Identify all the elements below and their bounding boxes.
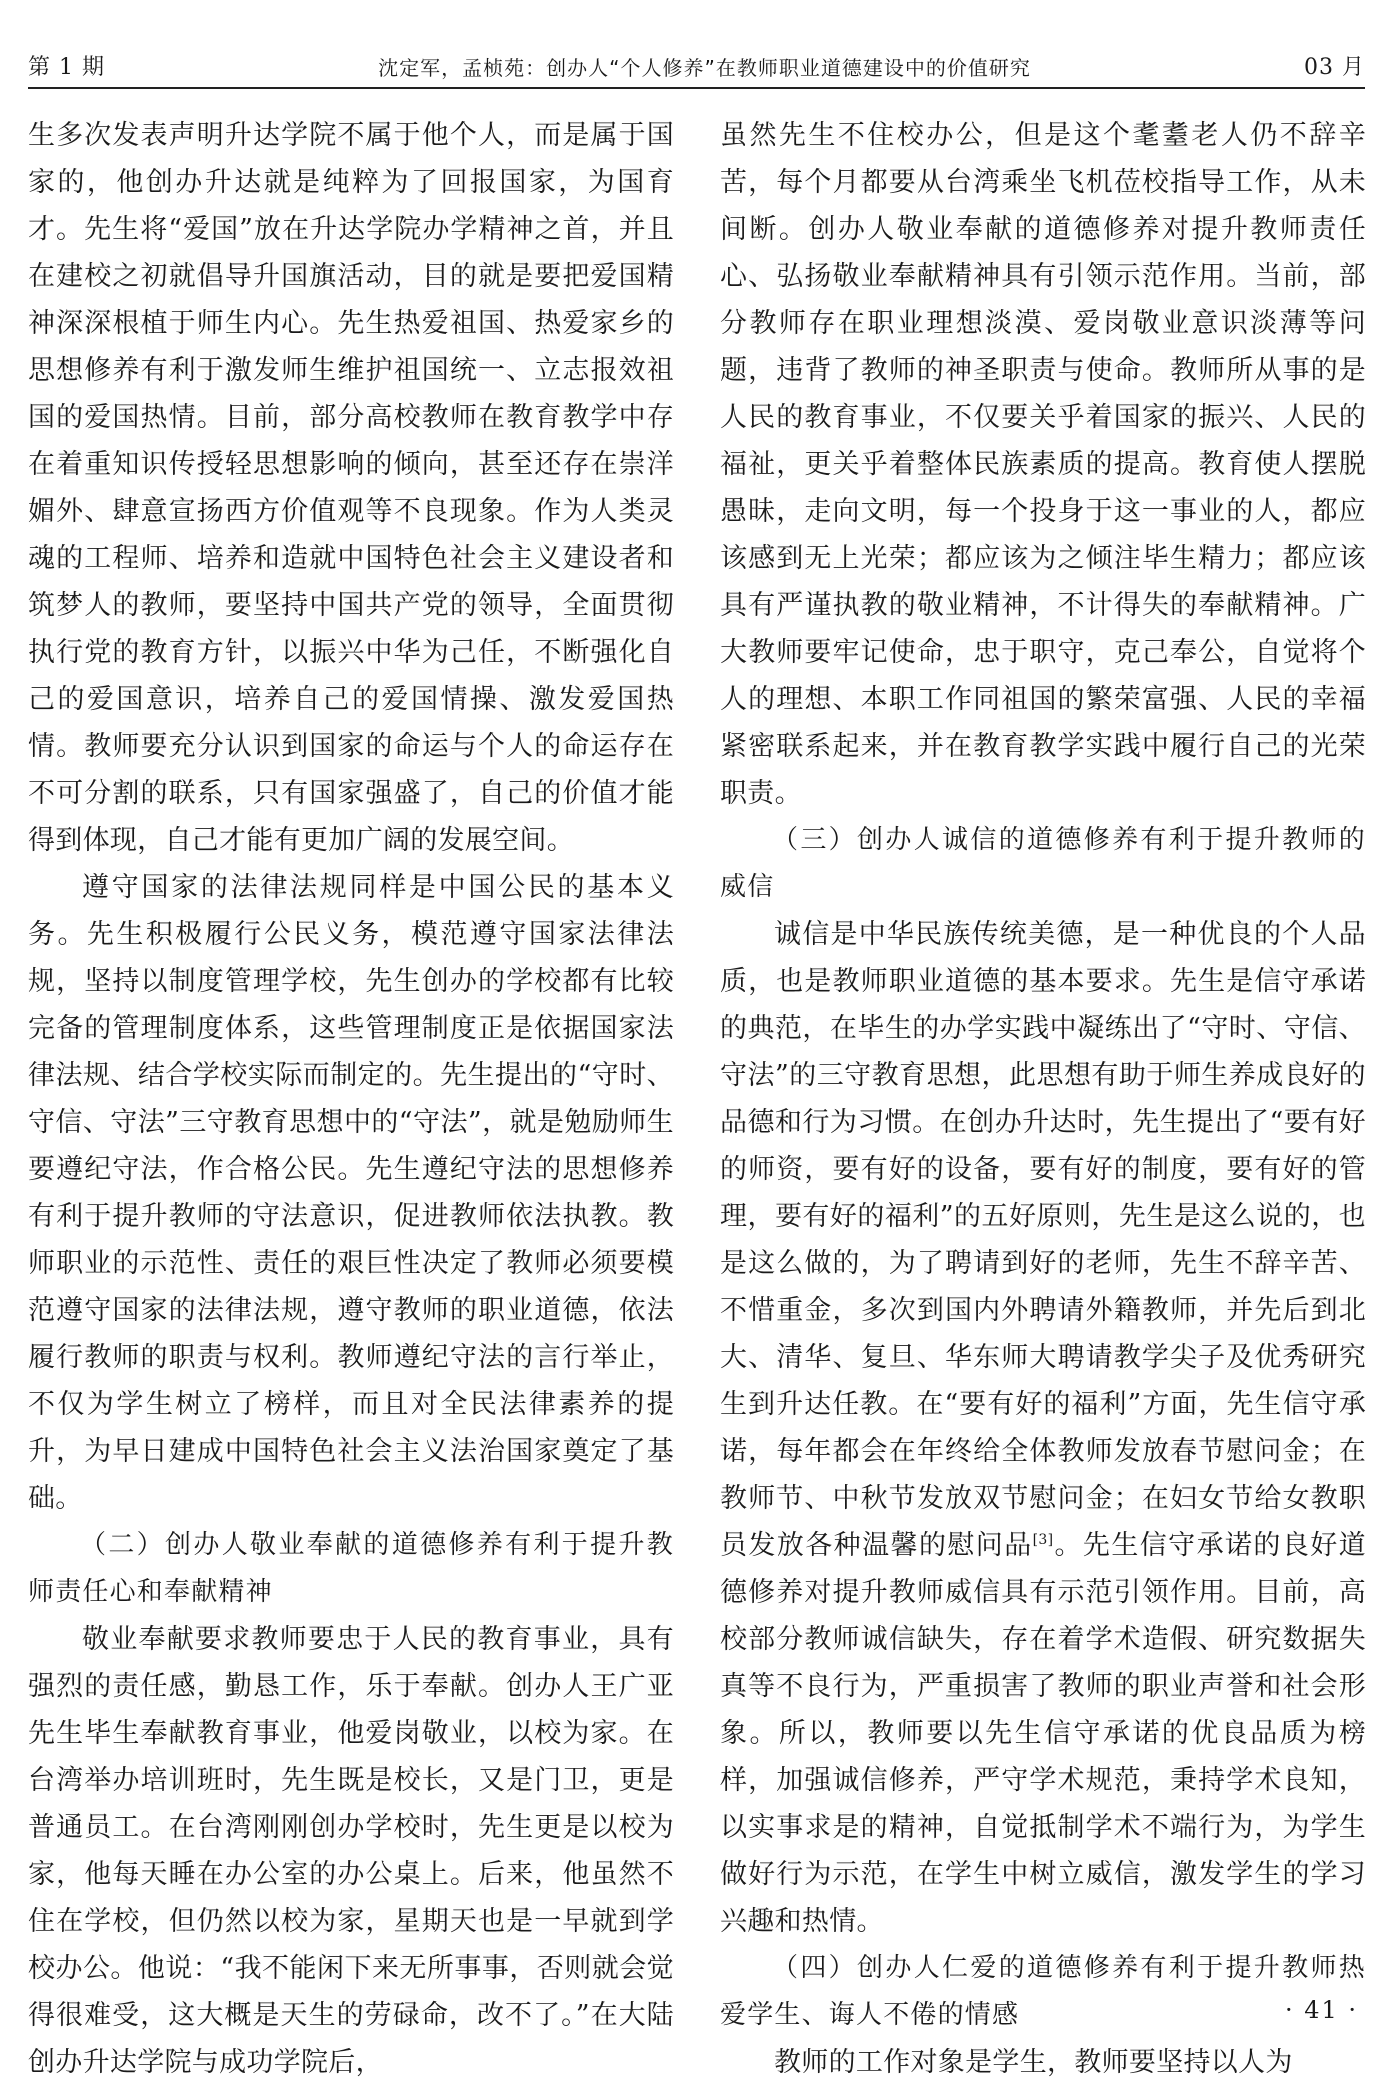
paragraph-text: 诚信是中华民族传统美德，是一种优良的个人品质，也是教师职业道德的基本要求。先生是信守承诺的典范，在毕生的办学实践中凝练出了“守时、守信、守法”的三守教育思想，此思想有助于师生养成良好的品德和行为习惯。在创办升达时，先生提出了“要有好的师资，要有好的设备，要有好的制度，要有好的管理，要有好的福利”的五好原则，先生是这么说的，也是这么做的，为了聘请到好的老师，先生不辞辛苦、不惜重金，多次到国内外聘请外籍教师，并先后到北大、清华、复旦、华东师大聘请教学尖子及优秀研究生到升达任教。在“要有好的福利”方面，先生信守承诺，每年都会在年终给全体教师发放春节慰问金；在教师节、中秋节发放双节慰问金；在妇女节给女教职员发放各种温馨的慰问品 [720, 919, 1366, 1561]
paragraph: 生多次发表声明升达学院不属于他个人，而是属于国家的，他创办升达就是纯粹为了回报国家，为国育才。先生将“爱国”放在升达学院办学精神之首，并且在建校之初就倡导升国旗活动，目的就是要把爱国精神深深根植于师生内心。先生热爱祖国、热爱家乡的思想修养有利于激发师生维护祖国统一、立志报效祖国的爱国热情。目前，部分高校教师在教育教学中存在着重知识传授轻思想影响的倾向，甚至还存在崇洋媚外、肆意宣扬西方价值观等不良现象。作为人类灵魂的工程师、培养和造就中国特色社会主义建设者和筑梦人的教师，要坚持中国共产党的领导，全面贯彻执行党的教育方针，以振兴中华为己任，不断强化自己的爱国意识，培养自己的爱国情操、激发爱国热情。教师要充分认识到国家的命运与个人的命运存在不可分割的联系，只有国家强盛了，自己的价值才能得到体现，自己才能有更加广阔的发展空间。 [28, 120, 674, 856]
page-number: · 41 · [1284, 1996, 1358, 2024]
paragraph: 虽然先生不住校办公，但是这个耄耋老人仍不辞辛苦，每个月都要从台湾乘坐飞机莅校指导工作，从未间断。创办人敬业奉献的道德修养对提升教师责任心、弘扬敬业奉献精神具有引领示范作用。当前，部分教师存在职业理想淡漠、爱岗敬业意识淡薄等问题，违背了教师的神圣职责与使命。教师所从事的是人民的教育事业，不仅要关乎着国家的振兴、人民的福祉，更关乎着整体民族素质的提高。教育使人摆脱愚昧，走向文明，每一个投身于这一事业的人，都应该感到无上光荣；都应该为之倾注毕生精力；都应该具有严谨执教的敬业精神，不计得失的奉献精神。广大教师要牢记使命，忠于职守，克己奉公，自觉将个人的理想、本职工作同祖国的繁荣富强、人民的幸福紧密联系起来，并在教育教学实践中履行自己的光荣职责。 [720, 120, 1366, 809]
issue-month: 03 月 [1304, 55, 1365, 80]
citation-ref[interactable]: [3] [1032, 1532, 1054, 1548]
section-heading: （二）创办人敬业奉献的道德修养有利于提升教师责任心和奉献精神 [28, 1530, 674, 1607]
section-heading: （三）创办人诚信的道德修养有利于提升教师的威信 [720, 825, 1366, 902]
right-column [720, 112, 1366, 2086]
running-header [28, 38, 1365, 82]
paragraph [720, 911, 1366, 1945]
paragraph: 敬业奉献要求教师要忠于人民的教育事业，具有强烈的责任感，勤恳工作，乐于奉献。创办人王广亚先生毕生奉献教育事业，他爱岗敬业，以校为家。在台湾举办培训班时，先生既是校长，又是门卫，更是普通员工。在台湾刚刚创办学校时，先生更是以校为家，他每天睡在办公室的办公桌上。后来，他虽然不住在学校，但仍然以校为家，星期天也是一早就到学校办公。他说：“我不能闲下来无所事事，否则就会觉得很难受，这大概是天生的劳碌命，改不了。”在大陆创办升达学院与成功学院后， [28, 1624, 674, 2078]
left-column [28, 112, 674, 2086]
issue-number: 第 1 期 [28, 55, 105, 80]
header-rule [28, 87, 1365, 89]
running-title: 沈定军，孟桢苑：创办人“个人修养”在教师职业道德建设中的价值研究 [378, 56, 1031, 80]
paragraph-text: 。先生信守承诺的良好道德修养对提升教师威信具有示范引领作用。目前，高校部分教师诚信缺失，存在着学术造假、研究数据失真等不良行为，严重损害了教师的职业声誉和社会形象。所以，教师要以先生信守承诺的优良品质为榜样，加强诚信修养，严守学术规范，秉持学术良知，以实事求是的精神，自觉抵制学术不端行为，为学生做好行为示范，在学生中树立威信，激发学生的学习兴趣和热情。 [720, 1530, 1366, 1937]
paragraph: 遵守国家的法律法规同样是中国公民的基本义务。先生积极履行公民义务，模范遵守国家法律法规，坚持以制度管理学校，先生创办的学校都有比较完备的管理制度体系，这些管理制度正是依据国家法律法规、结合学校实际而制定的。先生提出的“守时、守信、守法”三守教育思想中的“守法”，就是勉励师生要遵纪守法，作合格公民。先生遵纪守法的思想修养有利于提升教师的守法意识，促进教师依法执教。教师职业的示范性、责任的艰巨性决定了教师必须要模范遵守国家的法律法规，遵守教师的职业道德，依法履行教师的职责与权利。教师遵纪守法的言行举止，不仅为学生树立了榜样，而且对全民法律素养的提升，为早日建成中国特色社会主义法治国家奠定了基础。 [28, 872, 674, 1514]
section-heading: （四）创办人仁爱的道德修养有利于提升教师热爱学生、诲人不倦的情感 [720, 1953, 1366, 2030]
paragraph: 教师的工作对象是学生，教师要坚持以人为 [774, 2047, 1293, 2078]
